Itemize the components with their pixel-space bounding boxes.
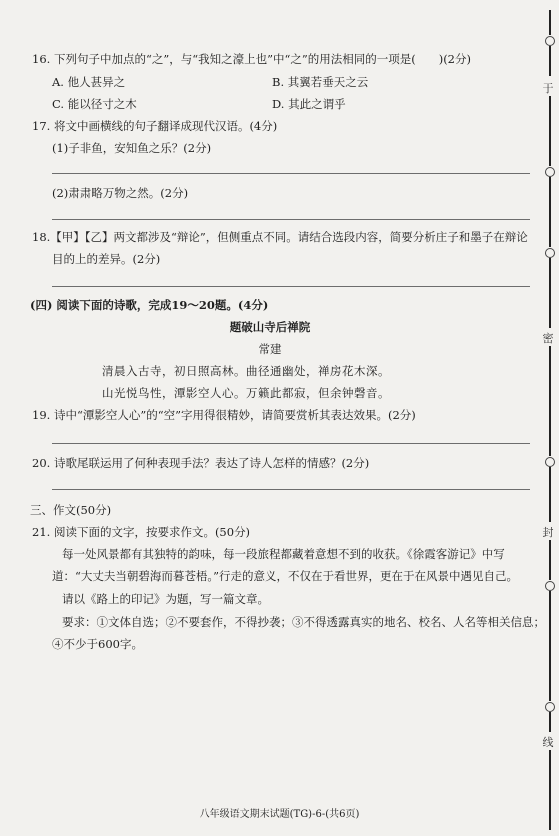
answer-line [52,219,530,220]
q16-option-b: B. 其翼若垂天之云 [272,75,369,89]
section4-heading: (四) 阅读下面的诗歌，完成19～20题。(4分) [30,298,269,312]
q21-paragraph-1b: 道：“大丈夫当朝碧海而暮苍梧。”行走的意义，不仅在于看世界，更在于在风景中遇见自己。 [52,569,519,583]
poem-line-1: 清晨入古寺，初日照高林。曲径通幽处，禅房花木深。 [102,364,390,378]
q21-stem: 21. 阅读下面的文字，按要求作文。(50分) [32,525,251,539]
q17-stem: 17. 将文中画横线的句子翻译成现代汉语。(4分) [32,119,278,133]
margin-char-2: 密 [542,332,554,345]
binding-line [549,467,551,522]
answer-line [52,489,530,490]
poet-name: 常建 [258,342,282,356]
binding-line [549,46,551,76]
binding-line [549,346,551,456]
binding-line [549,96,551,166]
binding-line [549,10,551,35]
binding-line [549,591,551,701]
margin-char-1: 于 [542,82,554,95]
binding-hole [545,581,555,591]
q16-option-a: A. 他人甚异之 [52,75,126,89]
binding-hole [545,457,555,467]
q18-line1: 18.【甲】【乙】两文都涉及“辩论”，但侧重点不同。请结合选段内容，简要分析庄子和墨子在辩论 [32,230,528,244]
q16-option-d: D. 其此之谓乎 [272,97,346,111]
binding-line [549,540,551,580]
binding-hole [545,248,555,258]
q18-line2: 目的上的差异。(2分) [52,252,161,266]
binding-line [549,712,551,732]
binding-hole [545,167,555,177]
answer-line [52,443,530,444]
q21-requirements-1: 要求：①文体自选；②不要套作，不得抄袭；③不得透露真实的地名、校名、人名等相关信息； [62,615,545,629]
q20-stem: 20. 诗歌尾联运用了何种表现手法？表达了诗人怎样的情感？(2分) [32,456,370,470]
q17-sub1: (1)子非鱼，安知鱼之乐？(2分) [52,141,212,155]
poem-line-2: 山光悦鸟性，潭影空人心。万籁此都寂，但余钟磬音。 [102,386,390,400]
binding-hole [545,36,555,46]
section3-heading: 三、作文(50分) [30,503,112,517]
q19-stem: 19. 诗中“潭影空人心”的“空”字用得很精妙，请简要赏析其表达效果。(2分) [32,408,416,422]
q21-requirements-2: ④不少于600字。 [52,637,143,651]
answer-line [52,173,530,174]
binding-hole [545,702,555,712]
margin-char-4: 线 [542,736,554,749]
answer-line [52,286,530,287]
poem-title: 题破山寺后禅院 [229,320,311,334]
q21-paragraph-1a: 每一处风景都有其独特的韵味，每一段旅程都藏着意想不到的收获。《徐霞客游记》中写 [62,547,505,561]
margin-char-3: 封 [542,526,554,539]
page-footer: 八年级语文期末试题(TG)-6-(共6页) [199,809,360,820]
q21-paragraph-2: 请以《路上的印记》为题，写一篇文章。 [62,592,269,606]
binding-line [549,177,551,247]
q17-sub2: (2)肃肃略万物之然。(2分) [52,186,189,200]
q16-option-c: C. 能以径寸之木 [52,97,137,111]
q16-stem: 16. 下列句子中加点的“之”，与“我知之濠上也”中“之”的用法相同的一项是( )(2分) [32,52,471,66]
binding-line [549,258,551,328]
